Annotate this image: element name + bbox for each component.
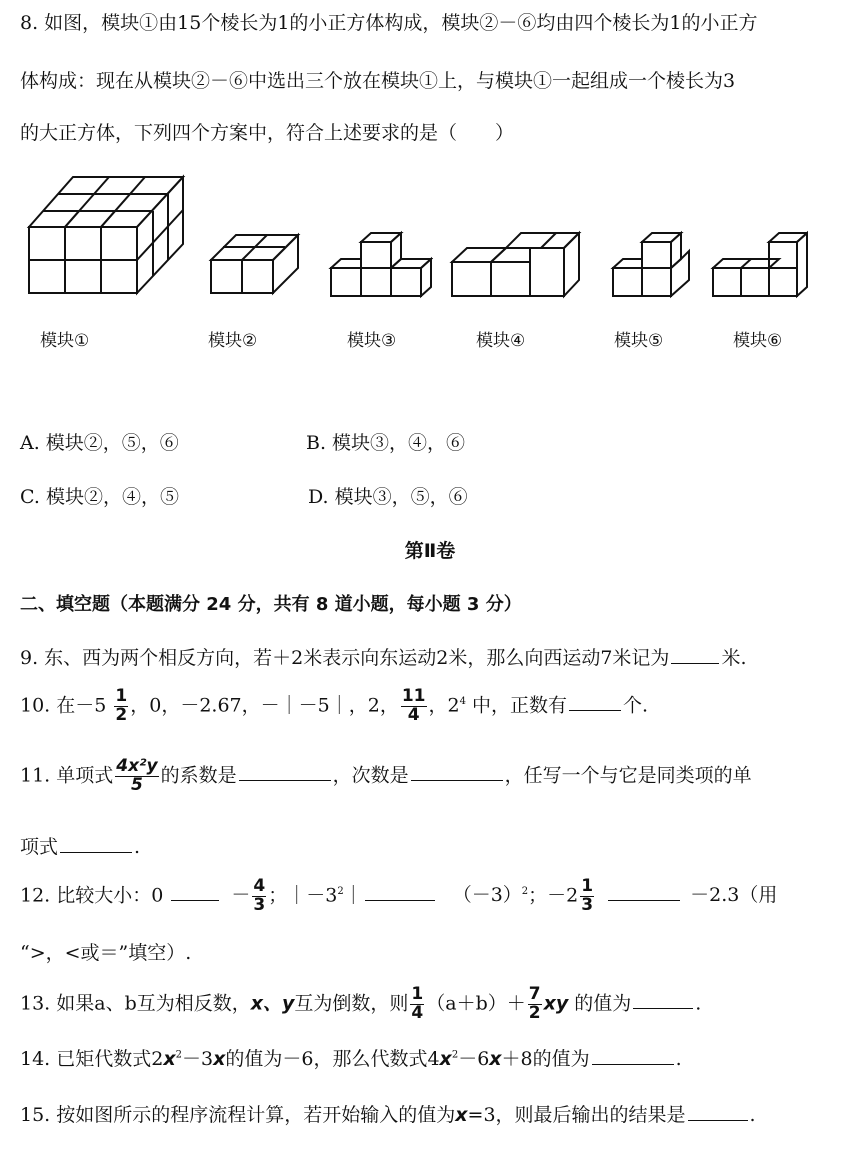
q14-part4: －6 xyxy=(458,1048,490,1070)
q12-fraction-1 xyxy=(252,878,266,915)
q14-part2: －3 xyxy=(182,1048,214,1070)
q13-blank[interactable] xyxy=(633,1007,693,1009)
q9-blank[interactable] xyxy=(671,662,719,664)
q14-blank[interactable] xyxy=(592,1063,674,1065)
q10-fraction-1 xyxy=(114,688,128,725)
q10-exp: 4 xyxy=(459,696,466,708)
q11-line2: 项式 xyxy=(20,836,59,858)
q15-part2: =3，则最后输出的结果是 xyxy=(467,1104,686,1126)
q13-frac1-num: 1 xyxy=(411,984,424,1004)
section-heading: 二、填空题（本题满分 24 分，共有 8 道小题，每小题 3 分） xyxy=(20,594,522,615)
module-5-figure xyxy=(610,230,692,300)
section-title: 第Ⅱ卷 xyxy=(404,540,456,562)
q13-end: . xyxy=(695,992,702,1015)
q12-fraction-2 xyxy=(580,878,594,915)
q10-middle: ，0，－2.67，－｜－5｜，2， xyxy=(130,694,399,717)
q11-part1: 的系数是 xyxy=(160,764,237,787)
q15-end: . xyxy=(749,1104,756,1126)
q12-line-1 xyxy=(20,878,777,915)
q8-line-2: 体构成：现在从模块②－⑥中选出三个放在模块①上，与模块①一起组成一个棱长为3 xyxy=(20,70,736,92)
module-4-figure xyxy=(449,230,584,300)
q12-blank-3[interactable] xyxy=(608,899,680,901)
q11-blank-2[interactable] xyxy=(411,779,503,781)
q13-part2: 互为倒数，则 xyxy=(294,992,409,1015)
q12-frac2-den: 3 xyxy=(581,894,594,915)
q15-prefix: 15. 按如图所示的程序流程计算，若开始输入的值为 xyxy=(20,1104,456,1126)
q15-line xyxy=(20,1100,756,1127)
q10-end: 个. xyxy=(623,694,649,717)
q10-frac2-num: 11 xyxy=(401,686,426,706)
q14-exp-2: 2 xyxy=(451,1049,459,1061)
q14-part3: 的值为－6，那么代数式4 xyxy=(225,1048,440,1070)
q12-line-2: “>，<或＝”填空）. xyxy=(20,942,192,964)
q11-part2: ，次数是 xyxy=(332,764,409,787)
q12-exp-2: 2 xyxy=(521,886,529,898)
q11-blank-3[interactable] xyxy=(60,851,132,853)
q12-part5: ；－2 xyxy=(528,884,579,907)
q9-end: 米. xyxy=(721,647,747,669)
q9-line xyxy=(20,643,746,670)
q14-x-4: x xyxy=(489,1048,502,1070)
q8-line-1: 8. 如图，模块①由15个棱长为1的小正方体构成，模块②－⑥均由四个棱长为1的小正方 xyxy=(20,12,758,34)
q11-part3: ，任写一个与它是同类项的单 xyxy=(504,764,752,787)
q12-prefix: 12. 比较大小：0 xyxy=(20,884,164,907)
option-c[interactable]: C. 模块②，④，⑤ xyxy=(20,486,179,508)
q13-fraction-2 xyxy=(528,986,542,1023)
q11-frac-num: 4x²y xyxy=(116,756,158,776)
q14-exp-1: 2 xyxy=(175,1049,182,1061)
q14-prefix: 14. 已矩代数式2 xyxy=(20,1048,164,1070)
module-3-figure xyxy=(328,230,433,300)
q12-blank-1[interactable] xyxy=(171,899,219,901)
q9-text: 9. 东、西为两个相反方向，若＋2米表示向东运动2米，那么向西运动7米记为 xyxy=(20,647,670,669)
q13-part4: 的值为 xyxy=(568,992,632,1015)
q14-x-2: x xyxy=(213,1048,226,1070)
q10-frac1-den: 2 xyxy=(115,704,128,725)
q12-exp-1: 2 xyxy=(337,886,344,898)
q12-frac1-den: 3 xyxy=(253,894,266,915)
q13-xy-2: xy xyxy=(543,992,569,1015)
q12-part2: ；｜－3 xyxy=(268,884,338,907)
module-5-label: 模块⑤ xyxy=(614,331,664,351)
q11-blank-1[interactable] xyxy=(239,779,331,781)
q13-xy: x、y xyxy=(250,992,295,1015)
q10-tail: 中，正数有 xyxy=(465,694,568,717)
q10-prefix: 10. 在－5 xyxy=(20,694,107,717)
q15-blank[interactable] xyxy=(688,1119,748,1121)
q14-end: . xyxy=(675,1048,682,1070)
module-3-label: 模块③ xyxy=(347,331,397,351)
q13-frac1-den: 4 xyxy=(411,1002,424,1023)
q8-line-3: 的大正方体，下列四个方案中，符合上述要求的是（ ） xyxy=(20,122,515,144)
q11-line-2 xyxy=(20,832,140,859)
option-b[interactable]: B. 模块③，④，⑥ xyxy=(306,432,466,454)
q10-blank[interactable] xyxy=(569,709,621,711)
q13-line xyxy=(20,986,701,1023)
module-1-figure xyxy=(25,172,195,297)
q12-frac2-num: 1 xyxy=(581,876,594,896)
q13-frac2-den: 2 xyxy=(528,1002,541,1023)
option-d[interactable]: D. 模块③，⑤，⑥ xyxy=(308,486,468,508)
module-4-label: 模块④ xyxy=(476,331,526,351)
module-6-figure xyxy=(710,230,808,300)
q10-frac2-den: 4 xyxy=(407,704,420,725)
q12-part6: －2.3（用 xyxy=(690,884,778,907)
q11-end: . xyxy=(134,836,141,858)
q11-prefix: 11. 单项式 xyxy=(20,764,114,787)
q12-part4: （－3） xyxy=(452,884,522,907)
module-2-figure xyxy=(208,232,303,297)
q13-part3: （a＋b）＋ xyxy=(426,992,526,1015)
module-1-label: 模块① xyxy=(40,331,90,351)
option-a[interactable]: A. 模块②，⑤，⑥ xyxy=(20,432,179,454)
q15-x: x xyxy=(455,1104,468,1126)
q13-frac2-num: 7 xyxy=(528,984,541,1004)
q10-line xyxy=(20,688,648,725)
q14-x-1: x xyxy=(163,1048,176,1070)
q14-part5: ＋8的值为 xyxy=(501,1048,590,1070)
q11-frac-den: 5 xyxy=(131,774,143,795)
q13-fraction-1 xyxy=(410,986,424,1023)
q12-blank-2[interactable] xyxy=(365,899,435,901)
q13-prefix: 13. 如果a、b互为相反数， xyxy=(20,992,251,1015)
q10-frac1-num: 1 xyxy=(115,686,128,706)
q10-fraction-2 xyxy=(401,688,427,725)
q14-x-3: x xyxy=(439,1048,452,1070)
q12-part3: ｜ xyxy=(343,884,363,907)
q11-line-1 xyxy=(20,758,752,795)
module-6-label: 模块⑥ xyxy=(733,331,783,351)
q11-fraction xyxy=(115,758,158,795)
q14-line xyxy=(20,1044,682,1071)
q10-after: ，2 xyxy=(428,694,460,717)
module-2-label: 模块② xyxy=(208,331,258,351)
q12-neg: － xyxy=(231,884,251,907)
q12-frac1-num: 4 xyxy=(253,876,266,896)
